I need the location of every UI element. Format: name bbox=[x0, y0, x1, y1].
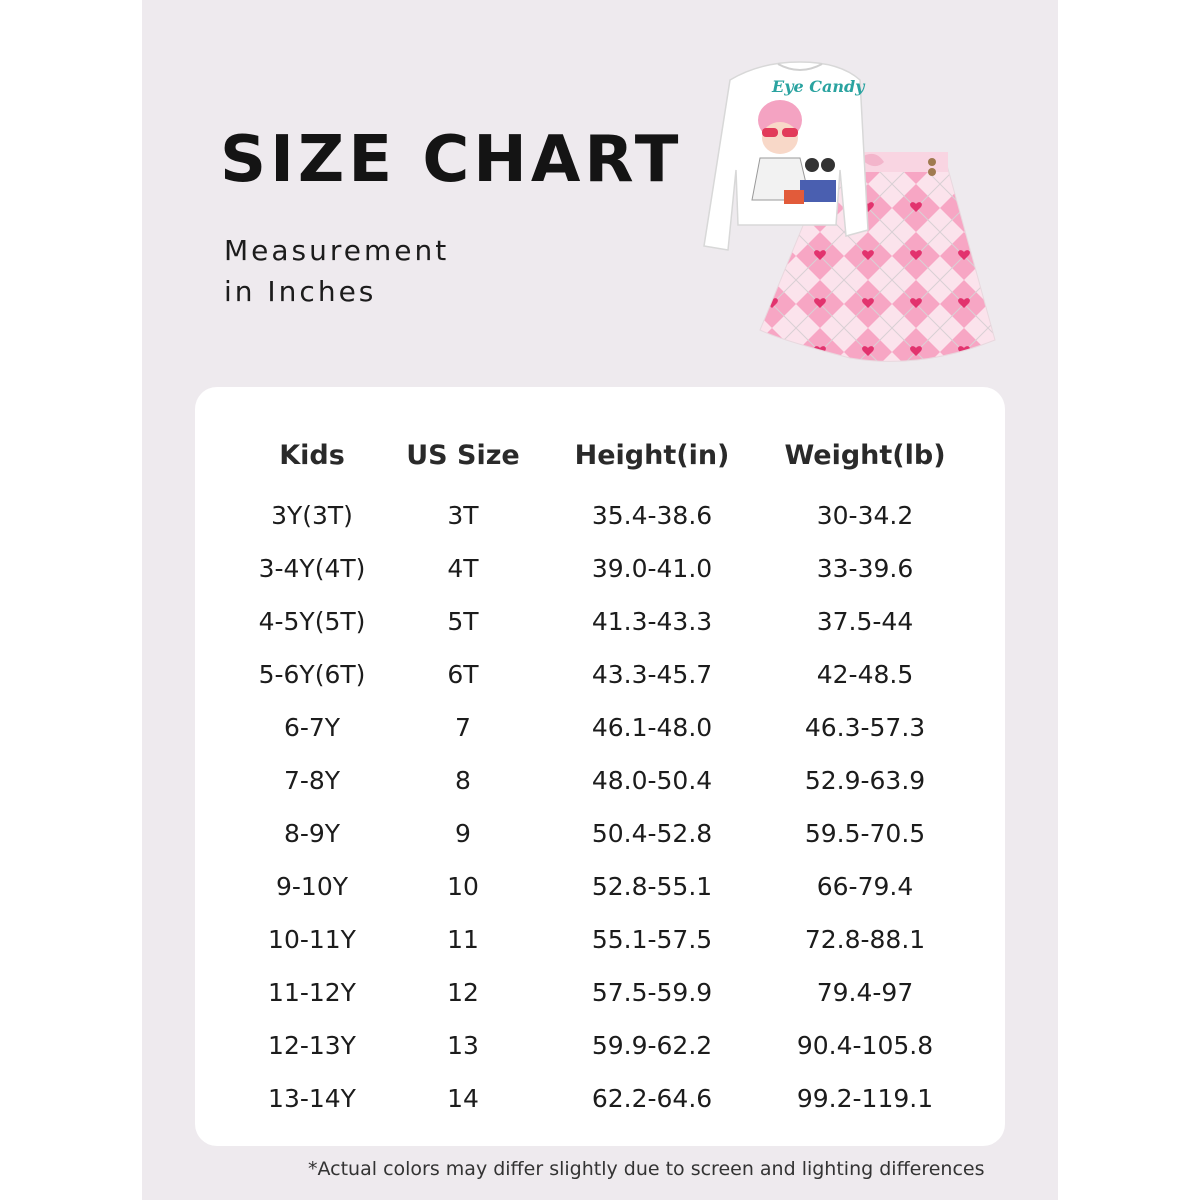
cell-height: 55.1-57.5 bbox=[591, 925, 713, 954]
cell-us-size: 5T bbox=[447, 607, 479, 636]
cell-weight: 90.4-105.8 bbox=[796, 1031, 934, 1060]
cell-kids: 6-7Y bbox=[283, 713, 341, 742]
cell-weight: 30-34.2 bbox=[816, 501, 914, 530]
header-kids: Kids bbox=[279, 440, 345, 471]
cell-weight: 46.3-57.3 bbox=[804, 713, 926, 742]
cell-weight: 33-39.6 bbox=[816, 554, 914, 583]
cell-kids: 11-12Y bbox=[268, 978, 356, 1007]
cell-weight: 66-79.4 bbox=[816, 872, 914, 901]
cell-us-size: 14 bbox=[447, 1084, 479, 1113]
cell-us-size: 8 bbox=[455, 766, 471, 795]
cell-us-size: 7 bbox=[455, 713, 471, 742]
cell-kids: 4-5Y(5T) bbox=[258, 607, 366, 636]
cell-weight: 37.5-44 bbox=[816, 607, 914, 636]
cell-kids: 3-4Y(4T) bbox=[258, 554, 366, 583]
subtitle-line-2: in Inches bbox=[224, 275, 377, 308]
cell-weight: 99.2-119.1 bbox=[796, 1084, 934, 1113]
cell-kids: 8-9Y bbox=[283, 819, 341, 848]
cell-kids: 3Y(3T) bbox=[271, 501, 353, 530]
cell-kids: 5-6Y(6T) bbox=[258, 660, 366, 689]
size-table-card bbox=[195, 387, 1005, 1146]
cell-height: 48.0-50.4 bbox=[591, 766, 713, 795]
cell-weight: 72.8-88.1 bbox=[804, 925, 926, 954]
cell-height: 39.0-41.0 bbox=[591, 554, 713, 583]
cell-height: 35.4-38.6 bbox=[591, 501, 713, 530]
page-title: SIZE CHART bbox=[220, 123, 683, 197]
subtitle-line-1: Measurement bbox=[224, 234, 450, 267]
shirt-print-text: Eye Candy bbox=[772, 77, 865, 96]
subtitle bbox=[224, 230, 449, 312]
cell-weight: 42-48.5 bbox=[816, 660, 914, 689]
cell-us-size: 3T bbox=[447, 501, 479, 530]
cell-weight: 79.4-97 bbox=[816, 978, 914, 1007]
cell-height: 43.3-45.7 bbox=[591, 660, 713, 689]
cell-height: 41.3-43.3 bbox=[591, 607, 713, 636]
cell-us-size: 11 bbox=[447, 925, 479, 954]
cell-us-size: 9 bbox=[455, 819, 471, 848]
cell-height: 46.1-48.0 bbox=[591, 713, 713, 742]
cell-us-size: 4T bbox=[447, 554, 479, 583]
cell-us-size: 6T bbox=[447, 660, 479, 689]
cell-height: 62.2-64.6 bbox=[591, 1084, 713, 1113]
header-us-size: US Size bbox=[406, 440, 520, 471]
cell-weight: 59.5-70.5 bbox=[804, 819, 926, 848]
cell-height: 50.4-52.8 bbox=[591, 819, 713, 848]
cell-us-size: 10 bbox=[447, 872, 479, 901]
product-image bbox=[700, 40, 1000, 370]
cell-kids: 9-10Y bbox=[275, 872, 349, 901]
cell-height: 52.8-55.1 bbox=[591, 872, 713, 901]
cell-kids: 13-14Y bbox=[268, 1084, 356, 1113]
cell-height: 59.9-62.2 bbox=[591, 1031, 713, 1060]
footnote: *Actual colors may differ slightly due to screen and lighting differences bbox=[308, 1158, 985, 1180]
cell-us-size: 13 bbox=[447, 1031, 479, 1060]
header-height: Height(in) bbox=[574, 440, 730, 471]
cell-height: 57.5-59.9 bbox=[591, 978, 713, 1007]
cell-kids: 12-13Y bbox=[268, 1031, 356, 1060]
cell-kids: 10-11Y bbox=[268, 925, 356, 954]
cell-kids: 7-8Y bbox=[283, 766, 341, 795]
header-weight: Weight(lb) bbox=[784, 440, 946, 471]
cell-weight: 52.9-63.9 bbox=[804, 766, 926, 795]
cell-us-size: 12 bbox=[447, 978, 479, 1007]
